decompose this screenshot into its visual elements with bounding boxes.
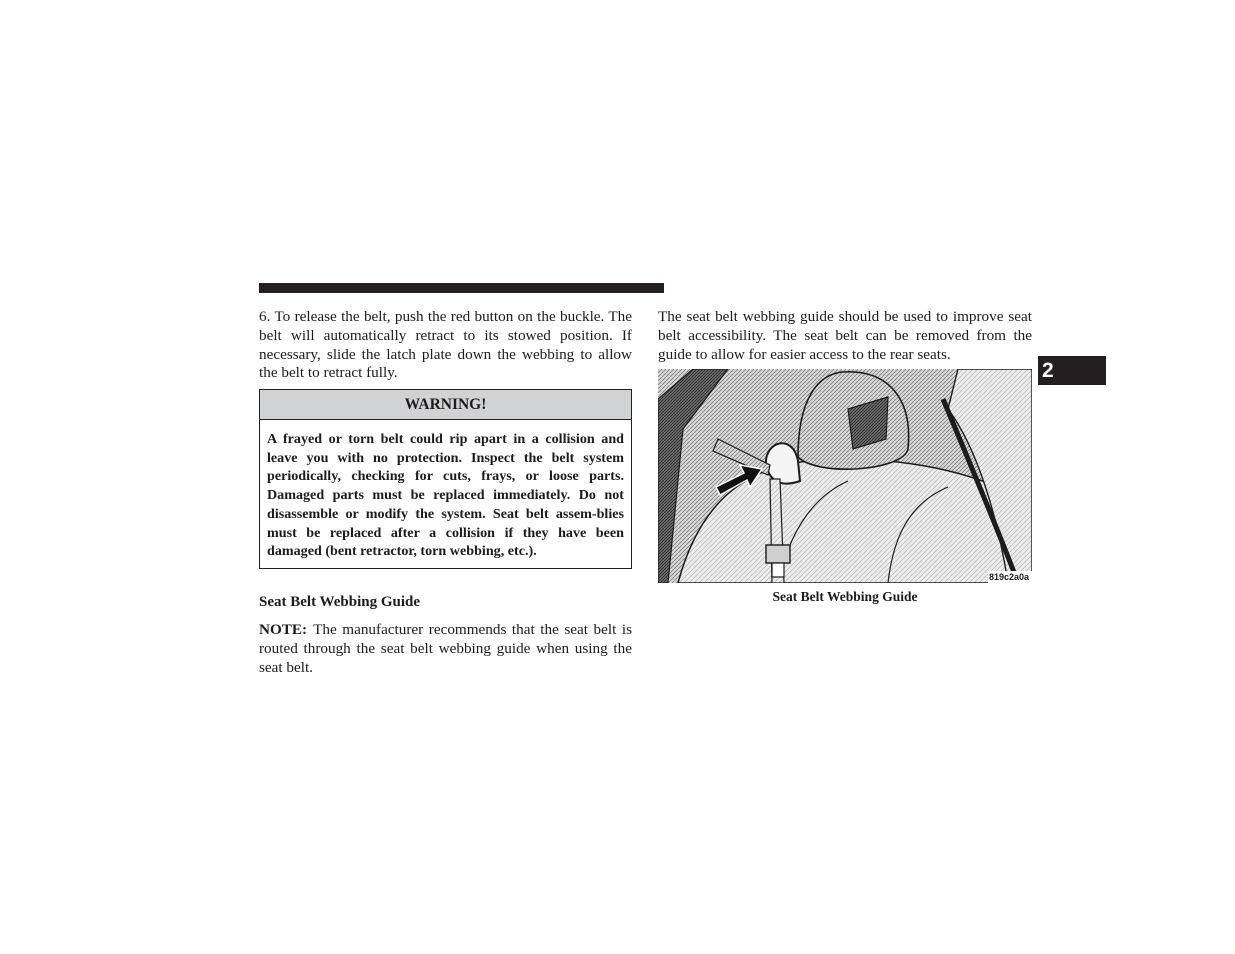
note-text: The manufacturer recommends that the seat belt is routed through the seat belt webbing guide when using the seat belt. [259, 621, 632, 676]
left-column [259, 308, 632, 383]
warning-title: WARNING! [260, 390, 631, 420]
warning-body: A frayed or torn belt could rip apart in a collision and leave you with no protection. Inspect the belt system periodically, checking for cuts, frays, or loose parts. Damaged parts must be replaced immediately. Do not disassemble or modify the system. Seat belt assem-blies must be replaced after a collision if they have been damaged (bent retractor, torn webbing, etc.). [267, 431, 624, 560]
figure-code: 819c2a0a [989, 572, 1030, 582]
release-belt-step: 6. To release the belt, push the red button on the buckle. The belt will automatically retract to its stowed position. If necessary, slide the latch plate down the webbing to allow the belt to retract fully. [259, 308, 632, 382]
seat-belt-webbing-guide-illustration [658, 369, 1032, 583]
figure-caption: Seat Belt Webbing Guide [772, 589, 918, 604]
chapter-tab [1038, 356, 1106, 385]
webbing-guide-intro: The seat belt webbing guide should be used to improve seat belt accessibility. The seat belt can be removed from the guide to allow for easier access to the rear seats. [658, 308, 1032, 363]
illustration-drawing [658, 369, 1032, 583]
top-rule [259, 283, 664, 293]
right-column [658, 308, 1032, 364]
warning-box [259, 389, 632, 569]
chapter-number: 2 [1042, 359, 1054, 382]
note-paragraph [259, 620, 632, 677]
section-heading: Seat Belt Webbing Guide [259, 594, 421, 610]
note-label: NOTE: [259, 621, 308, 638]
